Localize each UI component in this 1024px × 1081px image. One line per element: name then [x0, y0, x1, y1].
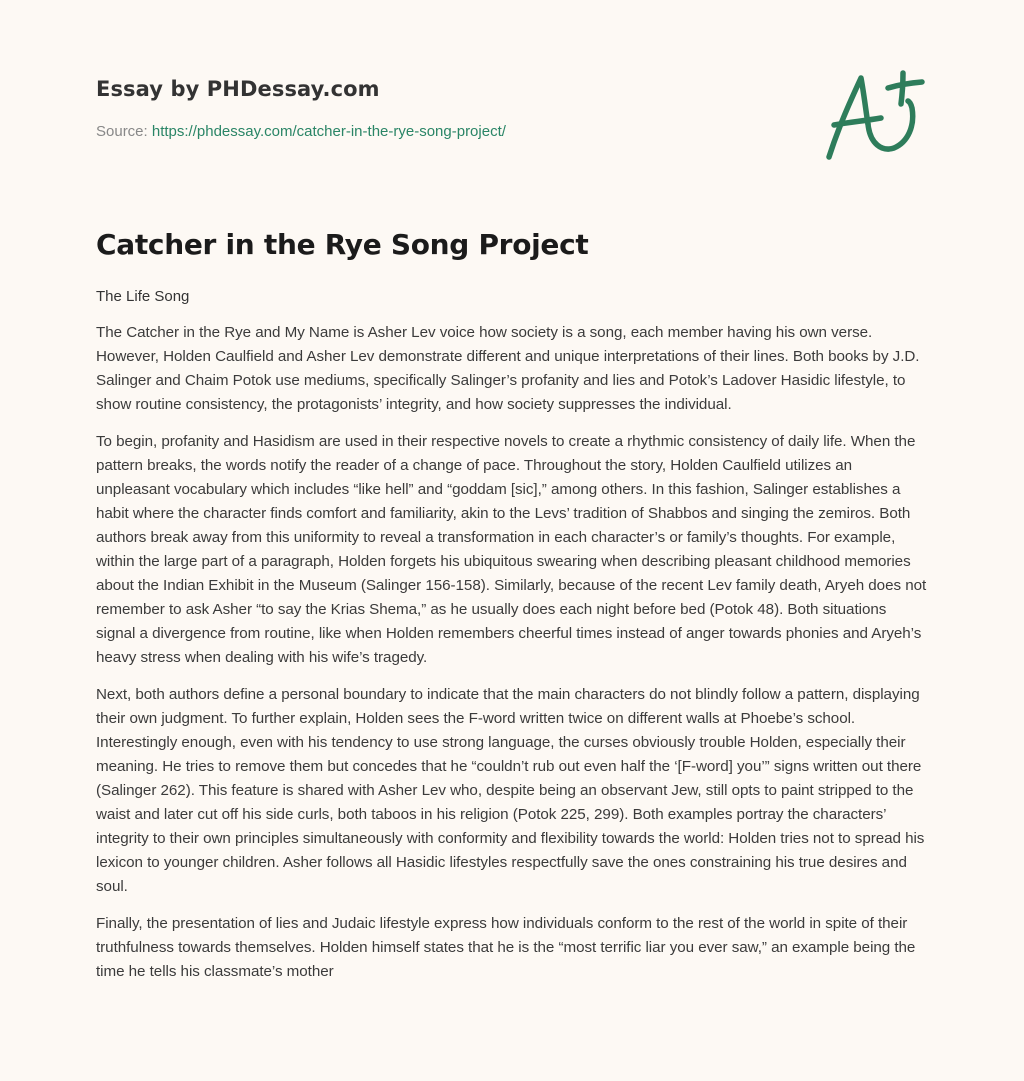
source-line	[96, 122, 796, 142]
essay-paragraph: Finally, the presentation of lies and Judaic lifestyle express how individuals conform to the rest of the world in spite of their truthfulness towards themselves. Holden himself states that he is the “most terrific liar you ever saw,” an example being the time he tells his classmate’s mother	[96, 915, 916, 980]
essay-paragraph: The Catcher in the Rye and My Name is Asher Lev voice how society is a song, each member having his own verse. However, Holden Caulfield and Asher Lev demonstrate different and unique interpretations of their lines. Both books by J.D. Salinger and Chaim Potok use mediums, specifically Salinger’s profanity and lies and Potok’s Ladover Hasidic lifestyle, to show routine consistency, the protagonists’ integrity, and how society suppresses the individual.	[96, 324, 920, 413]
essay-content	[96, 285, 928, 997]
source-label: Source:	[96, 123, 152, 140]
page-header	[96, 74, 796, 142]
site-title: Essay by PHDessay.com	[96, 77, 380, 101]
essay-paragraph: Next, both authors define a personal boundary to indicate that the main characters do not blindly follow a pattern, displaying their own judgment. To further explain, Holden sees the F-word written twice on different walls at Phoebe’s school. Interestingly enough, even with his tendency to use strong language, the curses obviously trouble Holden, especially their meaning. He tries to remove them but concedes that he “couldn’t rub out even half the ‘[F-word] you’” signs written out there (Salinger 262). This feature is shared with Asher Lev who, despite being an observant Jew, still opts to paint stripped to the waist and later cut off his side curls, both taboos in his religion (Potok 225, 299). Both examples portray the characters’ integrity to their own principles simultaneously with conformity and flexibility towards the world: Holden tries not to spread his lexicon to younger children. Asher follows all Hasidic lifestyles respectfully save the ones constraining his true desires and soul.	[96, 686, 925, 895]
essay-title: Catcher in the Rye Song Project	[96, 228, 589, 261]
a-plus-grade-icon	[820, 64, 930, 164]
essay-subtitle: The Life Song	[96, 288, 190, 305]
source-link[interactable]: https://phdessay.com/catcher-in-the-rye-song-project/	[151, 123, 506, 140]
essay-paragraph: To begin, profanity and Hasidism are used in their respective novels to create a rhythmic consistency of daily life. When the pattern breaks, the words notify the reader of a change of pace. Throughout the story, Holden Caulfield utilizes an unpleasant vocabulary which includes “like hell” and “goddam [sic],” among others. In this fashion, Salinger establishes a habit where the character finds comfort and familiarity, akin to the Levs’ tradition of Shabbos and singing the zemiros. Both authors break away from this uniformity to reveal a transformation in each character’s or family’s thoughts. For example, within the large part of a paragraph, Holden forgets his ubiquitous swearing when describing pleasant childhood memories about the Indian Exhibit in the Museum (Salinger 156-158). Similarly, because of the recent Lev family death, Aryeh does not remember to ask Asher “to say the Krias Shema,” as he usually does each night before bed (Potok 48). Both situations signal a divergence from routine, like when Holden remembers cheerful times instead of anger towards phonies and Aryeh’s heavy stress when dealing with his wife’s tragedy.	[96, 433, 927, 666]
